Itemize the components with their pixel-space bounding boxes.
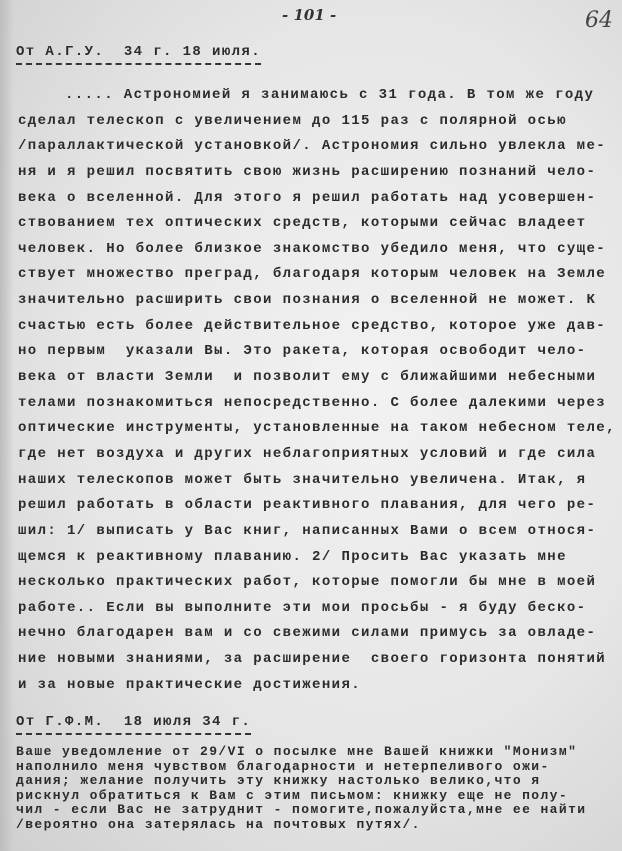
text-line: века от власти Земли и позволит ему с ближайшими небесными [18,369,597,386]
text-line: работе.. Если вы выполните эти мои просьбы - я буду беско- [18,599,587,616]
text-line: решил работать в области реактивного плавания, для чего ре- [18,497,597,514]
page-number: - 101 - [282,6,337,24]
text-line: чил - если Вас не затруднит - помогите,пожалуйста,мне ее найти [16,802,587,818]
text-line: но первым указали Вы. Это ракета, которая освободит чело- [18,343,587,360]
text-line: счастью есть более действительное средство, которое уже дав- [18,317,607,334]
text-line: дания; желание получить эту книжку настолько велико,что я [16,773,541,789]
letter1-heading: От А.Г.У. 34 г. 18 июля. [16,44,261,65]
text-line: наполнило меня чувством благодарности и нетерпеливого ожи- [16,758,550,774]
text-line: несколько практических работ, которые помогли бы мне в моей [18,574,597,591]
text-line: нечно благодарен вам и со свежими силами примусь за овладе- [18,625,597,642]
text-line: ствует множество преград, благодаря которым человек на Земле [18,266,607,283]
text-line: шил: 1/ выписать у Вас книг, написанных Вами о всем относя- [18,522,597,539]
text-line: века о вселенной. Для этого я решил работать над усовершен- [18,189,597,206]
text-line: ня и я решил посвятить свою жизнь расширению познаний чело- [18,163,597,180]
text-line: человек. Но более близкое знакомство убедило меня, что суще- [18,240,607,257]
letter2-body [16,745,586,833]
text-line: ствованием тех оптических средств, которыми сейчас владеет [18,215,587,232]
archive-number: 64 [585,8,613,33]
text-line: где нет воздуха и других неблагоприятных условий и где сила [18,445,597,462]
text-line: наших телескопов может быть значительно увеличена. Итак, я [18,471,587,488]
scan-edge-shadow [0,0,14,851]
text-line: и за новые практические достижения. [18,676,362,693]
text-line: сделал телескоп с увеличением до 115 раз с полярной осью [18,112,567,129]
text-line: ..... Астрономией я занимаюсь с 31 года. В том же году [65,87,595,103]
text-line: ние новыми знаниями, за расширение своего горизонта понятий [18,651,607,668]
letter2-heading: От Г.Ф.М. 18 июля 34 г. [16,714,251,735]
text-line: оптические инструменты, установленные на таком небесном теле, [18,420,616,437]
text-line: телами познакомиться непосредственно. С более далекими через [18,394,607,411]
text-line: значительно расширить свои познания о вселенной не может. К [18,292,597,309]
letter1-body [18,83,616,698]
text-line: /параллактической установкой/. Астрономия сильно увлекла ме- [18,138,607,155]
text-line: /вероятно она затерялась на почтовых путях/. [16,816,421,832]
text-line: Ваше уведомление от 29/VI о посылке мне Вашей книжки "Монизм" [16,744,578,759]
text-line: рискнул обратиться к Вам с этим письмом: книжку еще не полу- [16,787,569,803]
text-line: щемся к реактивному плаванию. 2/ Просить Вас указать мне [18,548,567,565]
